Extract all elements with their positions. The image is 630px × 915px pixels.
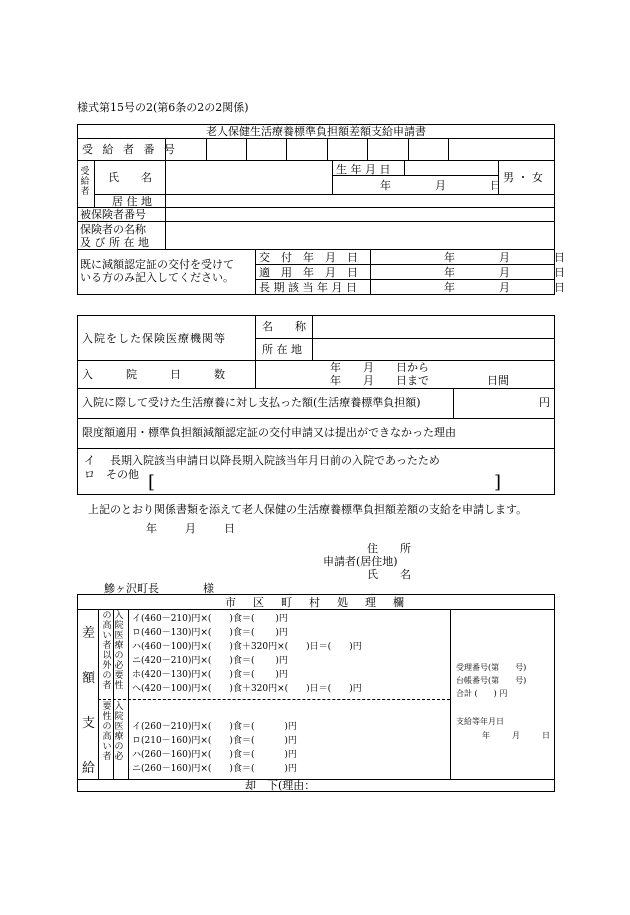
addressee: 鰺ヶ沢町長 様 <box>104 582 214 595</box>
application-date[interactable]: 年 月 日 <box>146 522 237 535</box>
declaration-text: 上記のとおり関係書類を添えて老人保健の生活療養標準負担額差額の支給を申請します。 <box>88 503 528 516</box>
days-label: 入 院 日 数 <box>82 368 225 381</box>
cert-note-line1: 既に減額認定証の交付を受けて <box>80 258 234 271</box>
receipt-number[interactable]: 受理番号(第 号) <box>456 663 527 672</box>
group1-row-he: へ(420－100)円×( )食＋320円×( )日＝( )円 <box>132 684 362 694</box>
option-i-marker[interactable]: イ <box>84 454 95 467</box>
address-label: 居 住 地 <box>112 195 152 208</box>
insured-number-label: 被保険者番号 <box>80 208 146 221</box>
other-reason-field[interactable] <box>158 476 494 492</box>
recipient-group-label: 受給者 <box>80 167 90 197</box>
side-label-kyu: 給 <box>82 761 96 776</box>
group2-row-ni: ニ(260－160)円×( )食＝( )円 <box>132 764 297 774</box>
cert-issue-label: 交 付 年 月 日 <box>259 251 358 264</box>
group2-row-ha: ハ(260－160)円×( )食＝( )円 <box>132 750 297 760</box>
name-field[interactable] <box>165 160 332 194</box>
hospital-label: 入院をした保険医療機関等 <box>82 332 226 345</box>
recipient-number-label: 受 給 者 番 号 <box>82 143 178 156</box>
days-to[interactable]: 年 月 日まで <box>330 374 429 387</box>
applicant-name-label: 氏 名 <box>367 568 411 581</box>
insured-number-field[interactable] <box>165 207 555 221</box>
cert-longterm-label: 長 期 該 当 年 月 日 <box>259 281 357 294</box>
rejection-reason[interactable]: 却 下(理由： <box>245 779 316 792</box>
ledger-number[interactable]: 台帳番号(第 号) <box>456 676 527 685</box>
applicant-label: 申請者(居住地) <box>323 555 398 568</box>
birthdate-label: 生 年 月 日 <box>336 163 391 176</box>
address-field[interactable] <box>165 194 555 207</box>
insurer-field[interactable] <box>165 221 555 249</box>
option-i-text: 長期入院該当申請日以降長期入院該当年月日前の入院であったため <box>110 454 440 467</box>
paid-amount-unit: 円 <box>539 396 550 409</box>
hospital-address-label: 所 在 地 <box>262 343 302 356</box>
cert-note-line2: いる方のみ記入してください。 <box>80 271 234 284</box>
payment-date-label: 支給等年月日 <box>456 717 504 726</box>
other-reason-bracket-right: ] <box>494 472 502 493</box>
option-ro-marker[interactable]: ロ <box>84 468 95 481</box>
form-title: 老人保健生活療養標準負担額差額支給申請書 <box>206 125 426 138</box>
hospital-name-field[interactable] <box>312 315 555 338</box>
applicant-address-label: 住 所 <box>367 542 411 555</box>
recipient-number-cells[interactable] <box>165 138 448 160</box>
cert-issue-value[interactable]: 年 月 日 <box>444 251 565 264</box>
group1-row-ho: ホ(420－130)円×( )食＝( )円 <box>132 670 288 680</box>
insurer-label-line1: 保険者の名称 <box>80 223 146 236</box>
group1-label: 入院医療の必要性の高い者以外の者 <box>102 611 124 691</box>
days-from[interactable]: 年 月 日から <box>330 361 429 374</box>
other-reason-bracket-left: [ <box>148 472 156 493</box>
municipal-header: 市 区 町 村 処 理 欄 <box>225 596 407 609</box>
gender-selector[interactable]: 男 ・ 女 <box>503 171 543 184</box>
group1-row-ro: ロ(460－130)円×( )食＝( )円 <box>132 628 288 638</box>
birthdate-value: 年 月 日 <box>380 179 501 192</box>
total-amount[interactable]: 合計 ( ) 円 <box>456 689 508 698</box>
side-label-gaku: 額 <box>82 671 96 686</box>
days-unit: 日間 <box>487 374 509 387</box>
group1-row-ni: ニ(420－210)円×( )食＝( )円 <box>132 656 288 666</box>
hospital-address-field[interactable] <box>312 338 555 360</box>
hospital-name-label: 名 称 <box>262 320 306 333</box>
cert-apply-value[interactable]: 年 月 日 <box>444 266 565 279</box>
form-number: 様式第15号の2(第6条の2の2関係) <box>77 101 249 114</box>
group1-row-i: イ(460－210)円×( )食＝( )円 <box>132 614 288 624</box>
group1-row-ha: ハ(460－100)円×( )食＋320円×( )日＝( )円 <box>132 642 362 652</box>
group2-label: 入院医療の必要性の高い者 <box>102 702 124 762</box>
reason-label: 限度額適用・標準負担額減額認定証の交付申請又は提出ができなかった理由 <box>82 426 456 439</box>
side-label-sa: 差 <box>82 626 96 641</box>
group2-row-ro: ロ(210－160)円×( )食＝( )円 <box>132 736 297 746</box>
side-label-shi: 支 <box>82 716 96 731</box>
group2-row-i: イ(260－210)円×( )食＝( )円 <box>132 722 297 732</box>
name-label: 氏 名 <box>108 171 152 184</box>
insurer-label-line2: 及 び 所 在 地 <box>80 236 149 249</box>
cert-apply-label: 適 用 年 月 日 <box>259 266 358 279</box>
cert-longterm-value[interactable]: 年 月 日 <box>444 281 565 294</box>
paid-amount-label: 入院に際して受けた生活療養に対し支払った額(生活療養標準負担額) <box>82 396 421 409</box>
option-ro-text: その他 <box>106 468 139 481</box>
payment-date-value[interactable]: 年 月 日 <box>482 731 552 740</box>
